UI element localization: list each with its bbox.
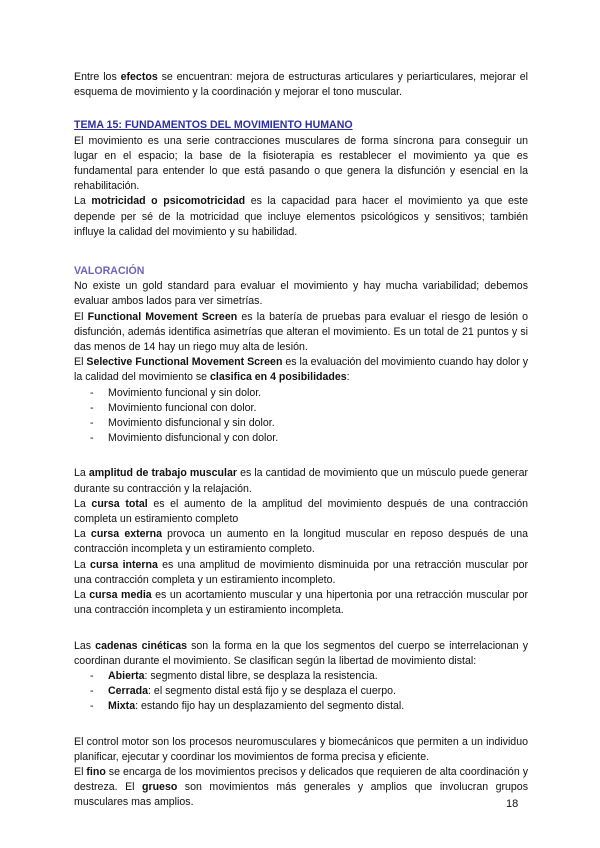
fino-grueso-paragraph: El fino se encarga de los movimientos precisos y delicados que requieren de alta coordinación y destreza. El grueso son movimientos más generales y amplios que involucran grupos musculares mas amplios. [74,765,528,809]
tema-paragraph-1: El movimiento es una serie contracciones musculares de forma síncrona para conseguir un lugar en el espacio; la base de la fisioterapia es restablecer el movimiento ya que es fundamental para entender lo que está pasando o que genera la disfunción y esencial en la rehabilitación. [74,134,528,193]
cursa-media-paragraph: La cursa media es un acortamiento muscular y una hipertonia por una retracción muscular por una contracción incompleta y un estiramiento incompleta. [74,589,528,617]
amplitud-paragraph: La amplitud de trabajo muscular es la cantidad de movimiento que un músculo puede generar durante su contracción y la relajación. [74,467,528,495]
page-body [74,70,528,811]
control-motor-paragraph: El control motor son los procesos neuromusculares y biomecánicos que permiten a un individuo planificar, ejecutar y coordinar los movimientos de forma precisa y eficiente. [74,735,528,763]
section-heading-valoracion: VALORACIÓN [74,265,145,278]
list-item: - Movimiento disfuncional y sin dolor. [90,416,528,431]
list-item: - Mixta: estando fijo hay un desplazamiento del segmento distal. [90,699,528,714]
cursa-interna-paragraph: La cursa interna es una amplitud de movimiento disminuida por una retracción muscular por una contracción completa y un estiramiento incompleto. [74,558,528,586]
list-item: - Abierta: segmento distal libre, se desplaza la resistencia. [90,669,528,684]
cadenas-list [74,669,528,715]
section-title-tema-15: TEMA 15: FUNDAMENTOS DEL MOVIMIENTO HUMANO [74,119,353,132]
valoracion-paragraph-2: El Functional Movement Screen es la batería de pruebas para evaluar el riesgo de lesión o disfunción, además identifica asimetrías que alteran el movimiento. Es un total de 21 puntos y si das menos de 14 hay un riego muy alta de lesión. [74,310,529,354]
cursa-externa-paragraph: La cursa externa provoca un aumento en la longitud muscular en reposo después de una contracción incompleta y un estiramiento completo. [74,528,529,556]
tema-paragraph-2: La motricidad o psicomotricidad es la capacidad para hacer el movimiento ya que este depende per sé de la motricidad que incluye elementos psicológicos y sensitivos; también influye la calidad del movimiento y su habilidad. [74,195,528,238]
list-item: - Cerrada: el segmento distal está fijo y se desplaza el cuerpo. [90,684,528,699]
valoracion-paragraph-3: El Selective Functional Movement Screen es la evaluación del movimiento cuando hay dolor y la calidad del movimiento se clasifica en 4 posibilidades: [74,356,528,384]
page-number: 18 [506,798,519,810]
list-item: - Movimiento funcional con dolor. [90,401,528,416]
intro-paragraph: Entre los efectos se encuentran: mejora de estructuras articulares y periarticulares, mejorar el esquema de movimiento y la coordinación y mejorar el tono muscular. [74,71,529,99]
valoracion-paragraph-1: No existe un gold standard para evaluar el movimiento y hay mucha variabilidad; debemos evaluar ambos lados para ver simetrías. [74,280,528,308]
cadenas-paragraph: Las cadenas cinéticas son la forma en la que los segmentos del cuerpo se interrelacionan y coordinan durante el movimiento. Se clasifican según la libertad de movimiento distal: [74,639,528,667]
list-item: - Movimiento funcional y sin dolor. [90,386,528,401]
cursa-total-paragraph: La cursa total es el aumento de la amplitud del movimiento después de una contracción completa un estiramiento completo [74,497,528,526]
posibilidades-list [74,386,528,447]
list-item: - Movimiento disfuncional y con dolor. [90,431,528,446]
